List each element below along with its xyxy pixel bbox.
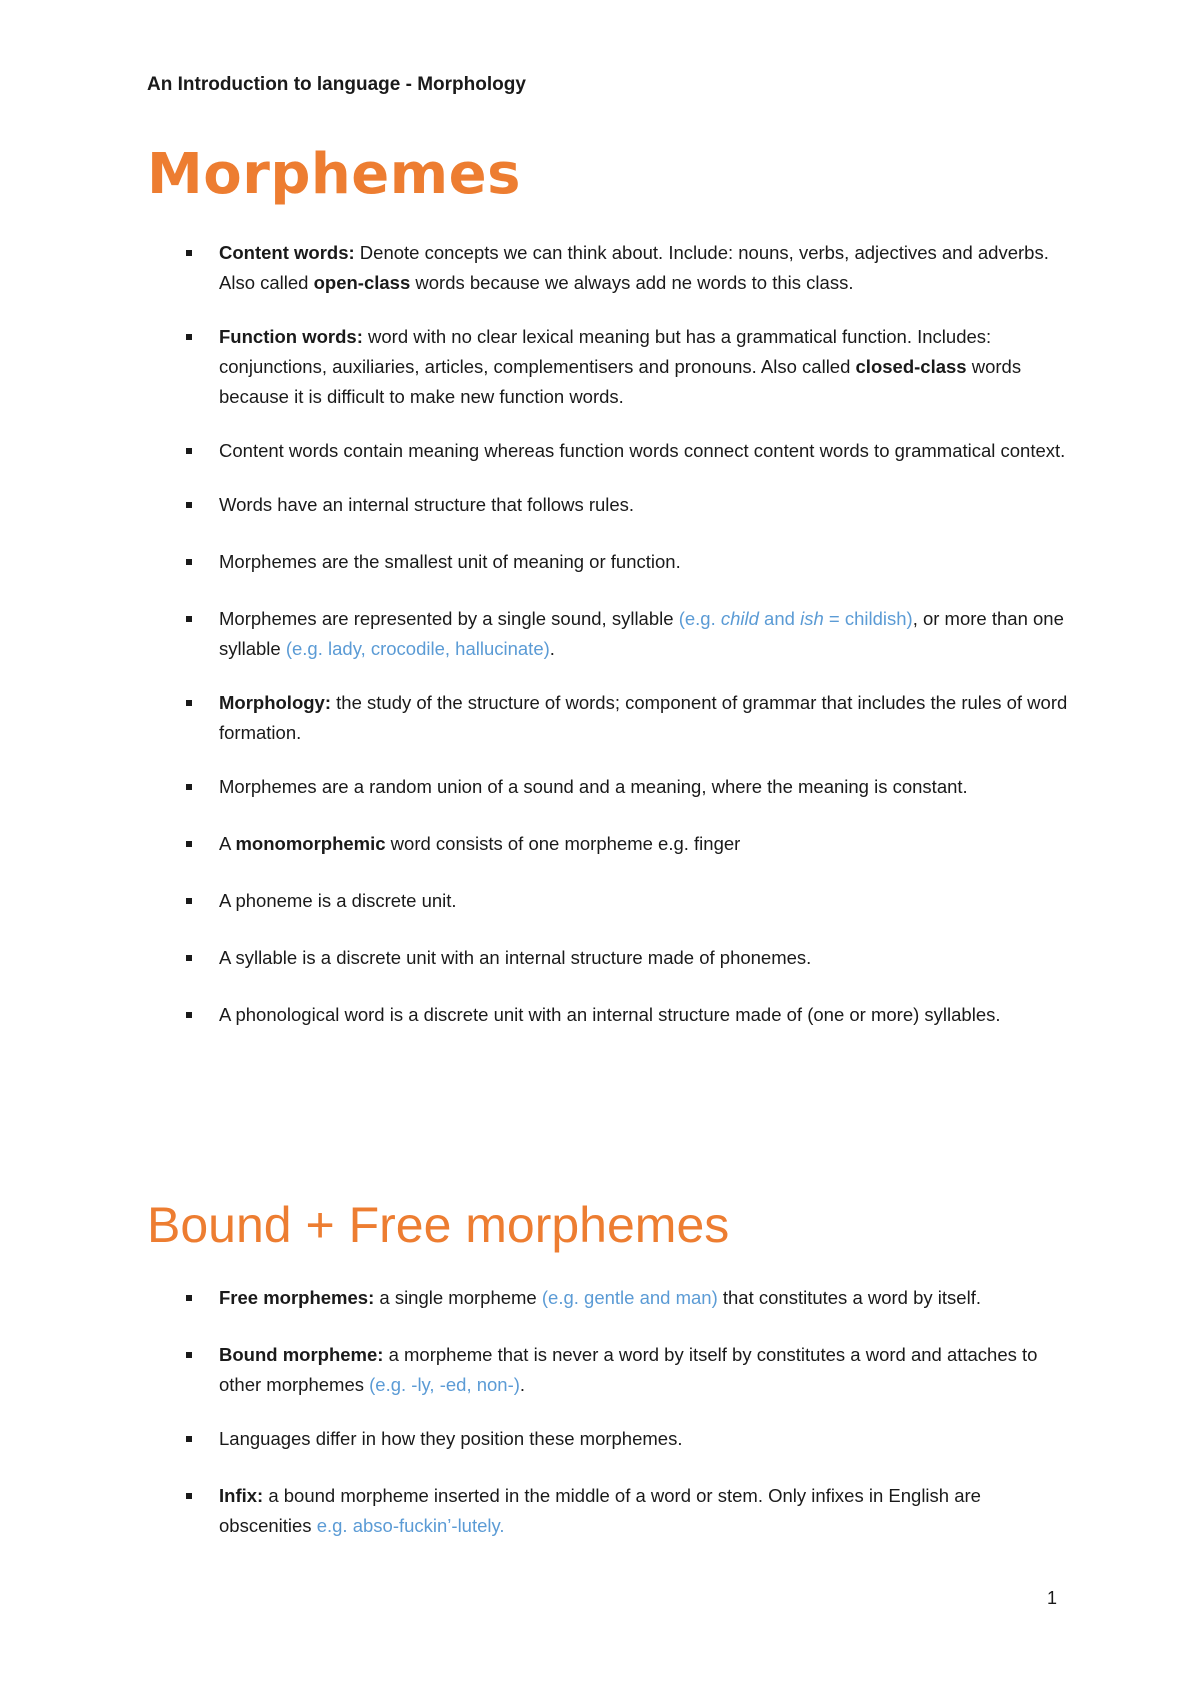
term: closed-class: [855, 356, 967, 377]
running-header: An Introduction to language - Morphology: [147, 74, 526, 95]
term: Infix:: [219, 1485, 264, 1506]
section-heading-morphemes: Morphemes: [147, 142, 521, 207]
section-heading-bound-free: Bound + Free morphemes: [147, 1197, 730, 1253]
list-item: Function words: word with no clear lexical meaning but has a grammatical function. Includes: conjunctions, auxiliaries, articles, complementisers and pronouns. Also called closed-class words because it is difficult to make new function words.: [186, 322, 1076, 412]
list-item: Languages differ in how they position these morphemes.: [186, 1424, 1076, 1454]
list-item: A syllable is a discrete unit with an internal structure made of phonemes.: [186, 943, 1076, 973]
term: Function words:: [219, 326, 363, 347]
list-item: Bound morpheme: a morpheme that is never a word by itself by constitutes a word and attaches to other morphemes (e.g. -ly, -ed, non-).: [186, 1340, 1076, 1400]
term: open-class: [313, 272, 411, 293]
example-text: (e.g.: [678, 608, 721, 629]
list-item: A phonological word is a discrete unit with an internal structure made of (one or more) syllables.: [186, 1000, 1076, 1030]
list-item: Free morphemes: a single morpheme (e.g. gentle and man) that constitutes a word by itself.: [186, 1283, 1076, 1313]
bound-free-bullet-list: [186, 1283, 1076, 1541]
example-text: (e.g. -ly, -ed, non-): [369, 1374, 520, 1395]
example-text: (e.g. lady, crocodile, hallucinate): [285, 638, 550, 659]
term: Bound morpheme:: [219, 1344, 384, 1365]
list-item: Infix: a bound morpheme inserted in the middle of a word or stem. Only infixes in English are obscenities e.g. abso-fuckin’-lutely.: [186, 1481, 1076, 1541]
list-item: Morphemes are the smallest unit of meaning or function.: [186, 547, 1076, 577]
list-item: Morphology: the study of the structure of words; component of grammar that includes the rules of word formation.: [186, 688, 1076, 748]
list-item: A monomorphemic word consists of one morpheme e.g. finger: [186, 829, 1076, 859]
term: monomorphemic: [235, 833, 386, 854]
example-text: child: [720, 608, 759, 629]
list-item: Morphemes are represented by a single sound, syllable (e.g. child and ish = childish), or more than one syllable (e.g. lady, crocodile, hallucinate).: [186, 604, 1076, 664]
term: Free morphemes:: [219, 1287, 375, 1308]
morphemes-bullet-list: [186, 238, 1076, 1030]
page-number: 1: [1047, 1588, 1058, 1608]
example-text: e.g. abso-fuckin’-lutely.: [316, 1515, 505, 1536]
term: Content words:: [219, 242, 355, 263]
example-text: = childish): [823, 608, 913, 629]
list-item: Words have an internal structure that follows rules.: [186, 490, 1076, 520]
example-text: ish: [800, 608, 824, 629]
example-text: and: [758, 608, 801, 629]
list-item: Content words: Denote concepts we can think about. Include: nouns, verbs, adjectives and adverbs. Also called open-class words because we always add ne words to this class.: [186, 238, 1076, 298]
term: Morphology:: [219, 692, 332, 713]
list-item: Morphemes are a random union of a sound and a meaning, where the meaning is constant.: [186, 772, 1076, 802]
list-item: Content words contain meaning whereas function words connect content words to grammatical context.: [186, 436, 1076, 466]
list-item: A phoneme is a discrete unit.: [186, 886, 1076, 916]
example-text: (e.g. gentle and man): [541, 1287, 718, 1308]
